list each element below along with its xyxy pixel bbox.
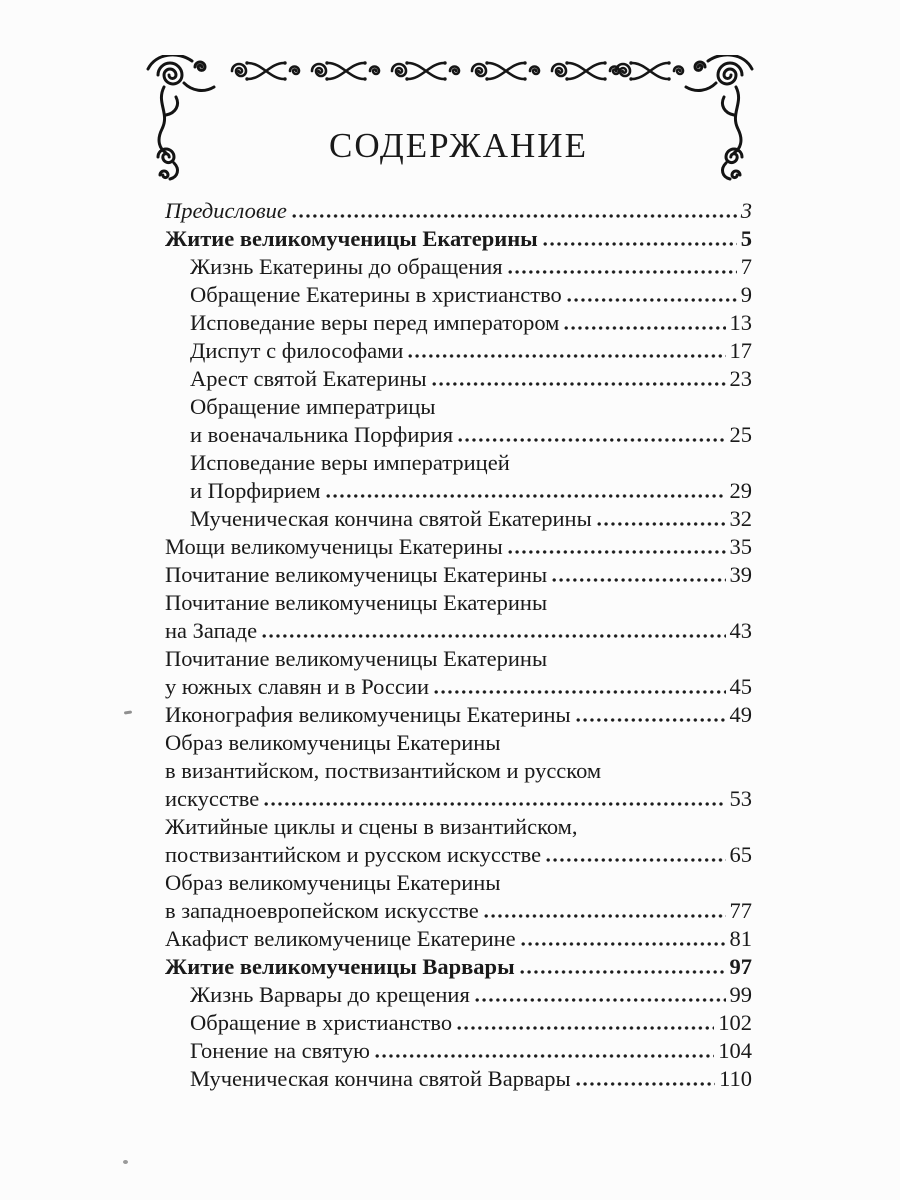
- page-number: 45: [729, 674, 752, 699]
- page-title: СОДЕРЖАНИЕ: [329, 126, 588, 165]
- toc-line: [165, 813, 752, 841]
- toc-entry-text: Образ великомученицы Екатерины: [165, 870, 501, 895]
- toc-entry-text: Образ великомученицы Екатерины: [165, 730, 501, 755]
- toc-entry: [165, 197, 752, 225]
- page-number: 35: [729, 534, 752, 559]
- page-number: 49: [729, 702, 752, 727]
- page-number: 97: [729, 954, 752, 979]
- toc-entry: [165, 869, 752, 925]
- page-number: 110: [719, 1066, 752, 1091]
- toc-line: [165, 477, 752, 505]
- toc-entry: [165, 449, 752, 505]
- toc-entry: [165, 225, 752, 253]
- toc-entry-text: Иконография великомученицы Екатерины: [165, 702, 571, 727]
- toc-entry: [165, 813, 752, 869]
- toc-line: [165, 1037, 752, 1065]
- page-number: 23: [729, 366, 752, 391]
- toc-entry: [165, 309, 752, 337]
- toc-entry: [165, 981, 752, 1009]
- toc-entry: [165, 561, 752, 589]
- toc-line: [165, 281, 752, 309]
- toc-entry-text: и Порфирием: [190, 478, 321, 503]
- toc-line: [165, 309, 752, 337]
- toc-line: [165, 561, 752, 589]
- toc-line: [165, 449, 752, 477]
- page-number: 3: [740, 198, 752, 223]
- toc-entry: [165, 281, 752, 309]
- toc-line: [165, 197, 752, 225]
- toc-entry: [165, 1065, 752, 1093]
- page-number: 9: [740, 282, 752, 307]
- toc-entry: [165, 953, 752, 981]
- toc-line: [165, 533, 752, 561]
- toc-line: [165, 421, 752, 449]
- toc-entry-text: Исповедание веры перед императором: [190, 310, 560, 335]
- page-number: 102: [718, 1010, 752, 1035]
- toc-entry-text: Предисловие: [165, 198, 287, 223]
- page-number: 7: [740, 254, 752, 279]
- toc-entry-text: Диспут с философами: [190, 338, 404, 363]
- toc-entry-text: на Западе: [165, 618, 258, 643]
- page-number: 65: [729, 842, 752, 867]
- toc-line: [165, 673, 752, 701]
- toc-line: [165, 729, 752, 757]
- toc-entry: [165, 505, 752, 533]
- toc-line: [165, 897, 752, 925]
- page-number: 81: [729, 926, 752, 951]
- toc-line: [165, 505, 752, 533]
- toc-entry: [165, 533, 752, 561]
- toc-line: [165, 701, 752, 729]
- toc-line: [165, 757, 752, 785]
- toc-entry-text: Житие великомученицы Варвары: [165, 954, 515, 979]
- toc-entry-text: Почитание великомученицы Екатерины: [165, 590, 548, 615]
- toc-entry-text: Обращение императрицы: [190, 394, 436, 419]
- toc-entry: [165, 1037, 752, 1065]
- toc-list: [165, 197, 752, 1093]
- toc-entry-text: в византийском, поствизантийском и русском: [165, 758, 602, 783]
- page-number: 104: [718, 1038, 752, 1063]
- toc-entry: [165, 701, 752, 729]
- toc-entry-text: поствизантийском и русском искусстве: [165, 842, 542, 867]
- toc-entry-text: Житие великомученицы Екатерины: [165, 226, 538, 251]
- toc-entry: [165, 729, 752, 813]
- toc-line: [165, 253, 752, 281]
- toc-line: [165, 925, 752, 953]
- toc-line: [165, 785, 752, 813]
- toc-line: [165, 393, 752, 421]
- toc-entry: [165, 253, 752, 281]
- toc-line: [165, 1065, 752, 1093]
- toc-line: [165, 841, 752, 869]
- toc-entry-text: Гонение на святую: [190, 1038, 370, 1063]
- toc-line: [165, 617, 752, 645]
- toc-entry-text: Жизнь Варвары до крещения: [190, 982, 470, 1007]
- page-number: 5: [740, 226, 752, 251]
- scan-speck: [123, 1160, 128, 1164]
- toc-entry-text: Житийные циклы и сцены в византийском,: [165, 814, 578, 839]
- page-number: 32: [729, 506, 752, 531]
- page-number: 25: [729, 422, 752, 447]
- page-number: 53: [729, 786, 752, 811]
- toc-entry-text: Мощи великомученицы Екатерины: [165, 534, 503, 559]
- toc-entry: [165, 589, 752, 645]
- toc-line: [165, 869, 752, 897]
- toc-entry-text: Исповедание веры императрицей: [190, 450, 510, 475]
- toc-entry-text: Обращение Екатерины в христианство: [190, 282, 562, 307]
- toc-line: [165, 365, 752, 393]
- page-number: 13: [729, 310, 752, 335]
- toc-entry: [165, 365, 752, 393]
- scan-speck: [124, 710, 132, 714]
- toc-line: [165, 337, 752, 365]
- toc-entry: [165, 337, 752, 365]
- toc-entry-text: Почитание великомученицы Екатерины: [165, 562, 548, 587]
- toc-entry-text: Арест святой Екатерины: [190, 366, 427, 391]
- page-number: 17: [729, 338, 752, 363]
- toc-entry-text: Акафист великомученице Екатерине: [165, 926, 516, 951]
- toc-line: [165, 645, 752, 673]
- toc-entry: [165, 1009, 752, 1037]
- toc-entry: [165, 925, 752, 953]
- page-number: 77: [729, 898, 752, 923]
- toc-entry: [165, 645, 752, 701]
- toc-line: [165, 981, 752, 1009]
- toc-entry-text: в западноевропейском искусстве: [165, 898, 479, 923]
- toc-entry-text: Жизнь Екатерины до обращения: [190, 254, 503, 279]
- toc-entry-text: искусстве: [165, 786, 260, 811]
- toc-line: [165, 589, 752, 617]
- page-number: 29: [729, 478, 752, 503]
- toc-line: [165, 1009, 752, 1037]
- toc-entry-text: у южных славян и в России: [165, 674, 429, 699]
- toc-entry: [165, 393, 752, 449]
- toc-line: [165, 225, 752, 253]
- page-number: 39: [729, 562, 752, 587]
- page-number: 43: [729, 618, 752, 643]
- toc-line: [165, 953, 752, 981]
- page-number: 99: [729, 982, 752, 1007]
- toc-entry-text: Обращение в христианство: [190, 1010, 453, 1035]
- toc-entry-text: Мученическая кончина святой Варвары: [190, 1066, 571, 1091]
- toc-entry-text: Мученическая кончина святой Екатерины: [190, 506, 592, 531]
- toc-entry-text: и военачальника Порфирия: [190, 422, 454, 447]
- toc-entry-text: Почитание великомученицы Екатерины: [165, 646, 548, 671]
